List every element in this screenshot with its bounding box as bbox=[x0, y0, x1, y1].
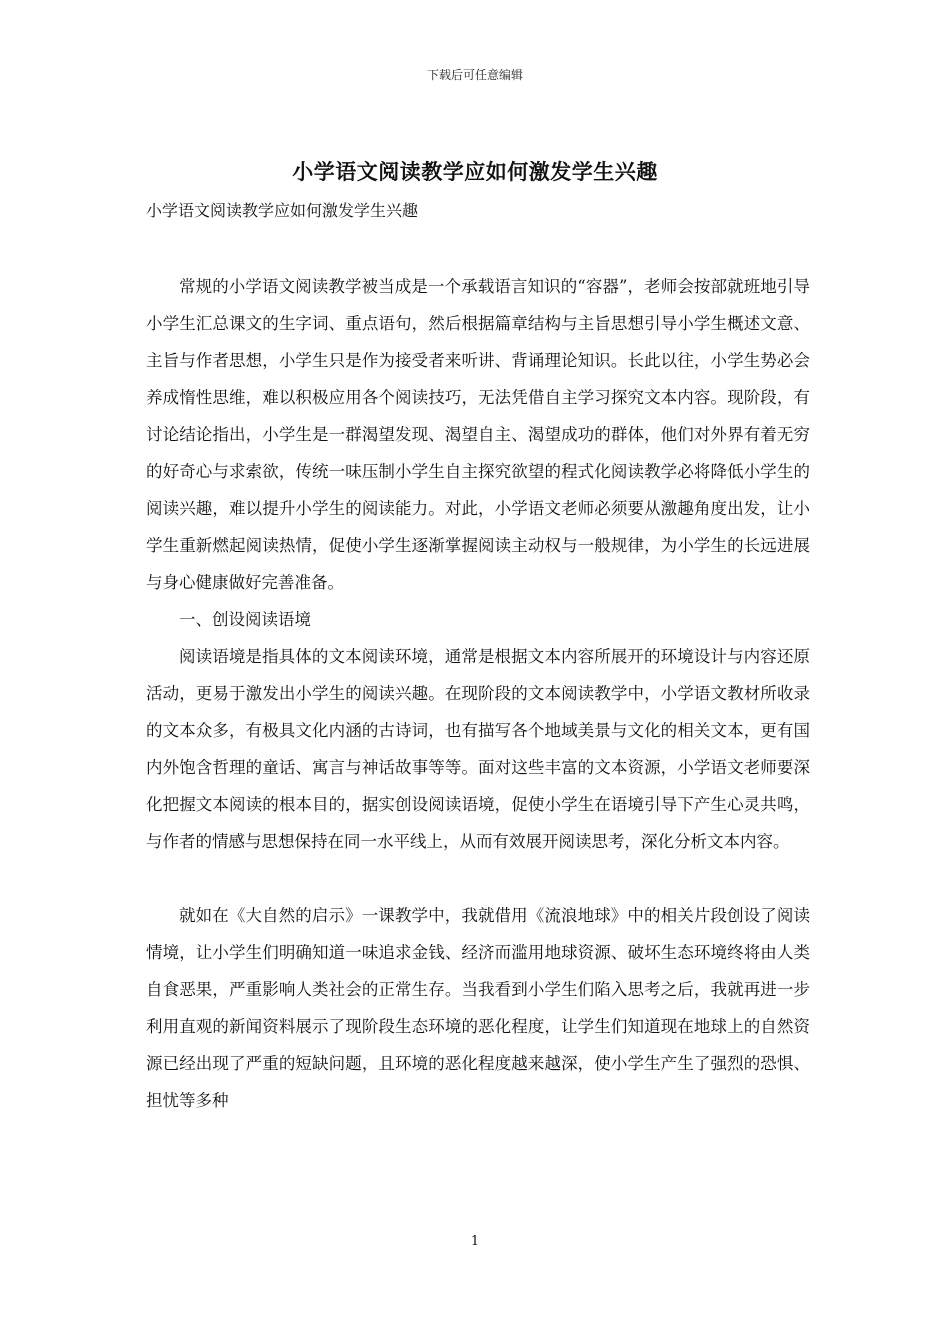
document-body bbox=[146, 268, 810, 1119]
paragraph-example: 就如在《大自然的启示》一课教学中，我就借用《流浪地球》中的相关片段创设了阅读情境，让小学生们明确知道一味追求金钱、经济而滥用地球资源、破坏生态环境终将由人类自食恶果，严重影响人类社会的正常生存。当我看到小学生们陷入思考之后，我就再进一步利用直观的新闻资料展示了现阶段生态环境的恶化程度，让学生们知道现在地球上的自然资源已经出现了严重的短缺问题，且环境的恶化程度越来越深，使小学生产生了强烈的恐惧、担忧等多种 bbox=[146, 906, 810, 1110]
document-subtitle: 小学语文阅读教学应如何激发学生兴趣 bbox=[146, 201, 419, 220]
page-header-note: 下载后可任意编辑 bbox=[426, 68, 523, 82]
section-heading: 一、创设阅读语境 bbox=[179, 610, 311, 629]
document-title: 小学语文阅读教学应如何激发学生兴趣 bbox=[292, 159, 658, 184]
paragraph-section-one: 阅读语境是指具体的文本阅读环境，通常是根据文本内容所展开的环境设计与内容还原活动，更易于激发出小学生的阅读兴趣。在现阶段的文本阅读教学中，小学语文教材所收录的文本众多，有极具文化内涵的古诗词，也有描写各个地域美景与文化的相关文本，更有国内外饱含哲理的童话、寓言与神话故事等等。面对这些丰富的文本资源，小学语文老师要深化把握文本阅读的根本目的，据实创设阅读语境，促使小学生在语境引导下产生心灵共鸣，与作者的情感与思想保持在同一水平线上，从而有效展开阅读思考，深化分析文本内容。 bbox=[146, 647, 810, 851]
page-number: 1 bbox=[470, 1234, 480, 1249]
paragraph-intro: 常规的小学语文阅读教学被当成是一个承载语言知识的“容器”，老师会按部就班地引导小学生汇总课文的生字词、重点语句，然后根据篇章结构与主旨思想引导小学生概述文意、主旨与作者思想，小学生只是作为接受者来听讲、背诵理论知识。长此以往，小学生势必会养成惰性思维，难以积极应用各个阅读技巧，无法凭借自主学习探究文本内容。现阶段，有讨论结论指出，小学生是一群渴望发现、渴望自主、渴望成功的群体，他们对外界有着无穷的好奇心与求索欲，传统一味压制小学生自主探究欲望的程式化阅读教学必将降低小学生的阅读兴趣，难以提升小学生的阅读能力。对此，小学语文老师必须要从激趣角度出发，让小学生重新燃起阅读热情，促使小学生逐渐掌握阅读主动权与一般规律，为小学生的长远进展与身心健康做好完善准备。 bbox=[146, 277, 810, 592]
